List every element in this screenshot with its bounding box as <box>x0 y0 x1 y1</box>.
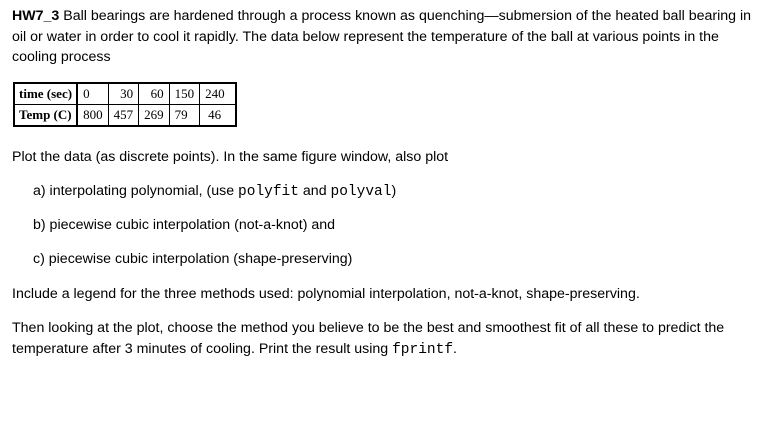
polyfit-code: polyfit <box>238 184 299 200</box>
temp-cell: 800 <box>77 105 108 127</box>
fprintf-code: fprintf <box>392 341 454 358</box>
time-row <box>14 83 236 105</box>
item-a-middle: and <box>298 183 331 199</box>
time-header: time (sec) <box>14 83 77 105</box>
time-cell: 150 <box>169 83 200 105</box>
time-cell: 60 <box>139 83 170 105</box>
item-c: c) piecewise cubic interpolation (shape-preserving) <box>33 251 353 267</box>
problem-intro <box>12 6 764 68</box>
item-a-suffix: ) <box>391 183 397 199</box>
item-a-prefix: a) interpolating polynomial, (use <box>33 183 239 199</box>
time-cell: 30 <box>108 83 139 105</box>
final-instruction <box>12 318 764 360</box>
temp-cell: 79 <box>169 105 200 127</box>
time-cell: 240 <box>200 83 237 105</box>
time-cell: 0 <box>77 83 108 105</box>
intro-text: Ball bearings are hardened through a process known as quenching—submersion of the heated ball bearing in oil or water in order to cool it rapidly. The data below represent the temperature of the ball at various points in the cooling process <box>12 8 752 65</box>
polyval-code: polyval <box>330 184 392 200</box>
item-b: b) piecewise cubic interpolation (not-a-knot) and <box>33 217 336 233</box>
final-end: . <box>453 340 457 357</box>
temp-row <box>14 105 236 127</box>
temp-cell: 46 <box>200 105 237 127</box>
temp-cell: 457 <box>108 105 139 127</box>
homework-label: HW7_3 <box>12 8 60 24</box>
item-a <box>33 181 396 202</box>
data-table <box>13 82 237 127</box>
temp-header: Temp (C) <box>14 105 77 127</box>
legend-instruction: Include a legend for the three methods used: polynomial interpolation, not-a-knot, shape-preserving. <box>12 286 640 302</box>
temp-cell: 269 <box>139 105 170 127</box>
plot-instruction: Plot the data (as discrete points). In the same figure window, also plot <box>12 149 449 165</box>
final-text: Then looking at the plot, choose the method you believe to be the best and smoothest fit of all these to predict the temperature after 3 minutes of cooling. Print the result using <box>12 320 725 357</box>
